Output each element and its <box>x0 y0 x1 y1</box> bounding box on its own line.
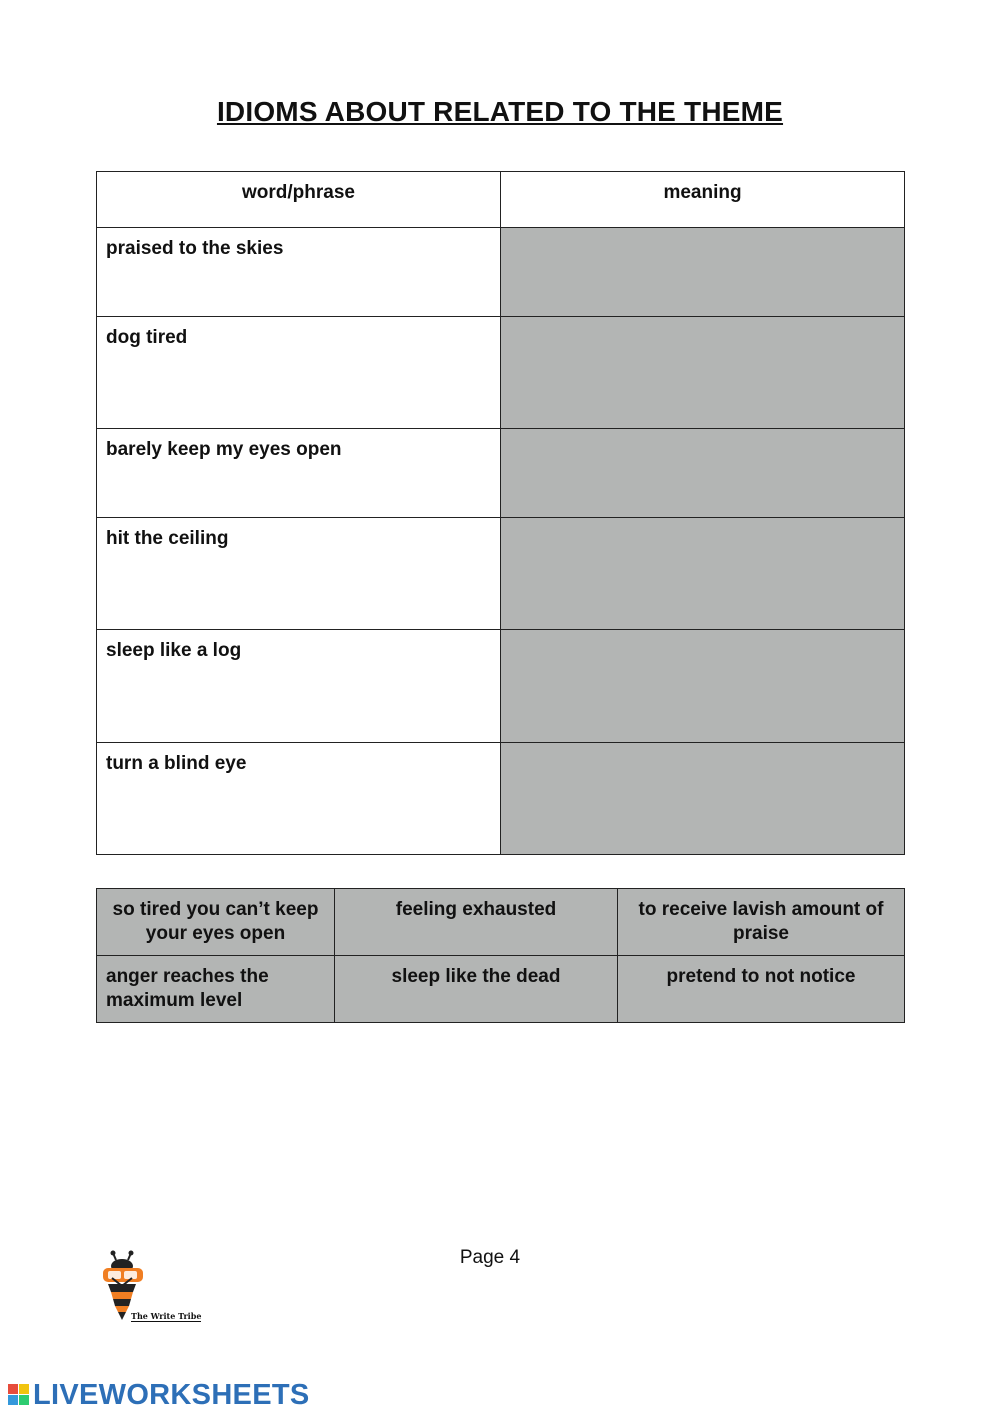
option-item[interactable]: to receive lavish amount of praise <box>618 889 905 956</box>
phrase-cell: barely keep my eyes open <box>97 429 501 518</box>
option-item[interactable]: feeling exhausted <box>335 889 618 956</box>
page-title: IDIOMS ABOUT RELATED TO THE THEME <box>216 96 784 127</box>
meaning-drop-zone[interactable] <box>501 317 905 429</box>
options-table <box>96 888 905 1023</box>
phrase-cell: turn a blind eye <box>97 743 501 855</box>
page-number: Page 4 <box>459 1247 521 1268</box>
table-row <box>97 429 905 518</box>
meaning-drop-zone[interactable] <box>501 630 905 743</box>
column-header-meaning: meaning <box>501 172 905 228</box>
table-row <box>97 228 905 317</box>
idioms-table <box>96 171 905 855</box>
table-row <box>97 630 905 743</box>
phrase-cell: dog tired <box>97 317 501 429</box>
option-item[interactable]: so tired you can’t keep your eyes open <box>97 889 335 956</box>
liveworksheets-logo-icon <box>8 1384 30 1406</box>
table-row <box>97 518 905 630</box>
phrase-cell: sleep like a log <box>97 630 501 743</box>
table-header-row <box>97 172 905 228</box>
brand-text: LIVEWORKSHEETS <box>33 1378 310 1411</box>
logo-caption: The Write Tribe <box>131 1311 202 1321</box>
meaning-drop-zone[interactable] <box>501 228 905 317</box>
table-row <box>97 317 905 429</box>
option-item[interactable]: sleep like the dead <box>335 956 618 1023</box>
option-item[interactable]: anger reaches the maximum level <box>97 956 335 1023</box>
meaning-drop-zone[interactable] <box>501 743 905 855</box>
options-row <box>97 956 905 1023</box>
option-item[interactable]: pretend to not notice <box>618 956 905 1023</box>
phrase-cell: hit the ceiling <box>97 518 501 630</box>
meaning-drop-zone[interactable] <box>501 429 905 518</box>
liveworksheets-brand[interactable] <box>8 1378 310 1412</box>
column-header-phrase: word/phrase <box>97 172 501 228</box>
phrase-cell: praised to the skies <box>97 228 501 317</box>
meaning-drop-zone[interactable] <box>501 518 905 630</box>
table-row <box>97 743 905 855</box>
options-row <box>97 889 905 956</box>
